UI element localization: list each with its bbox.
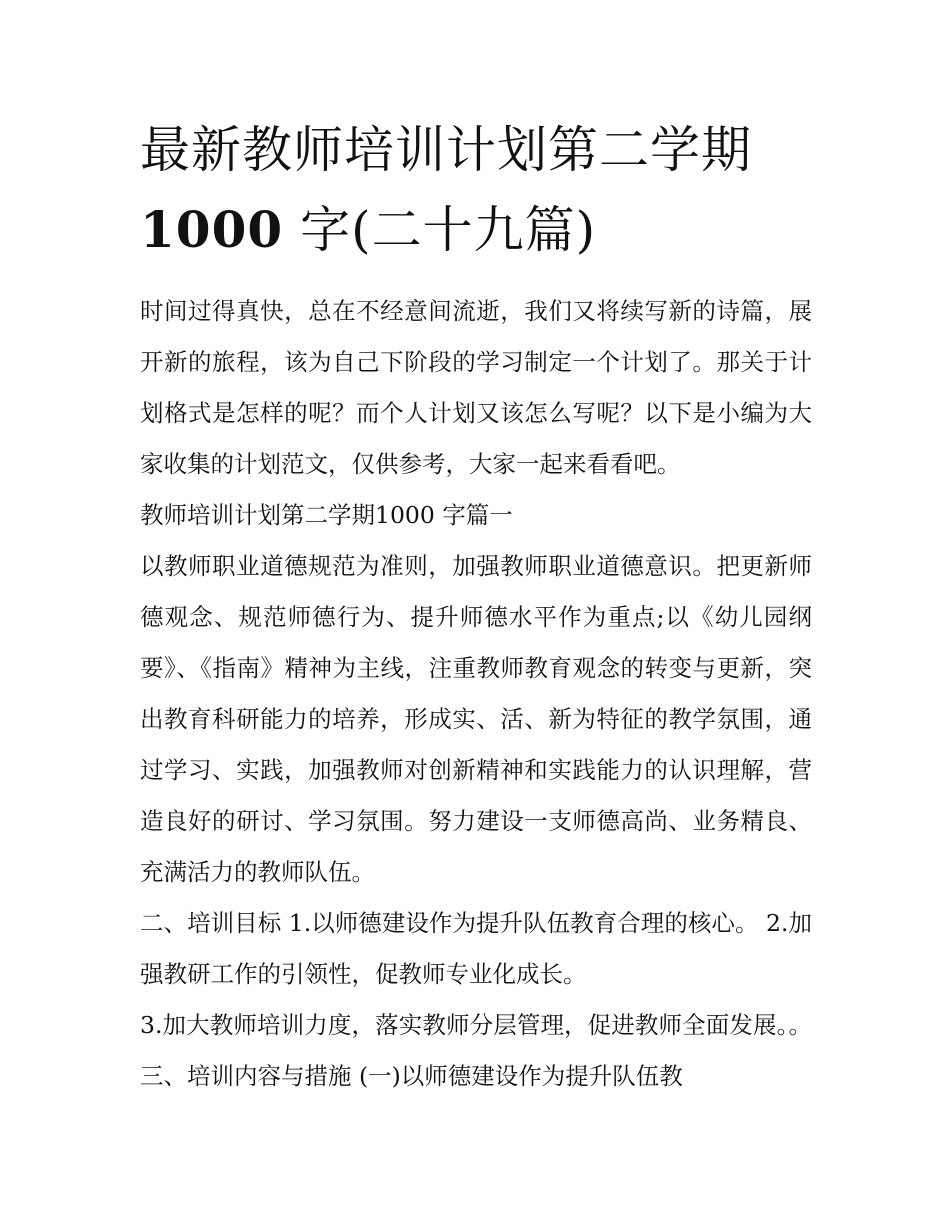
title-line-2 — [140, 190, 812, 270]
body-paragraph-2: 二、培训目标 1.以师德建设作为提升队伍教育合理的核心。 2.加强教研工作的引领性，促教师专业化成长。 — [140, 909, 812, 988]
title-line-1: 最新教师培训计划第二学期 — [140, 121, 752, 179]
title-number: 1000 — [140, 200, 284, 259]
title-suffix: 字(二十九篇) — [283, 201, 597, 259]
document-content — [140, 110, 812, 1102]
section-heading: 教师培训计划第二学期1000 字篇一 — [140, 501, 513, 529]
intro-paragraph: 时间过得真快，总在不经意间流逝，我们又将续写新的诗篇，展开新的旅程，该为自己下阶段的学习制定一个计划了。那关于计划格式是怎样的呢？而个人计划又该怎么写呢？以下是小编为大家收集的计划范文，仅供参考，大家一起来看看吧。 — [140, 297, 812, 478]
document-title — [140, 110, 812, 270]
body-paragraph-3: 3.加大教师培训力度，落实教师分层管理，促进教师全面发展。。 三、培训内容与措施 (一)以师德建设作为提升队伍教 — [140, 1011, 812, 1090]
body-paragraph-1: 以教师职业道德规范为准则，加强教师职业道德意识。把更新师德观念、规范师德行为、提升师德水平作为重点;以《幼儿园纲要》、《指南》精神为主线，注重教师教育观念的转变与更新，突出教育科研能力的培养，形成实、活、新为特征的教学氛围，通过学习、实践，加强教师对创新精神和实践能力的认识理解，营造良好的研讨、学习氛围。努力建设一支师德高尚、业务精良、充满活力的教师队伍。 — [140, 552, 812, 886]
